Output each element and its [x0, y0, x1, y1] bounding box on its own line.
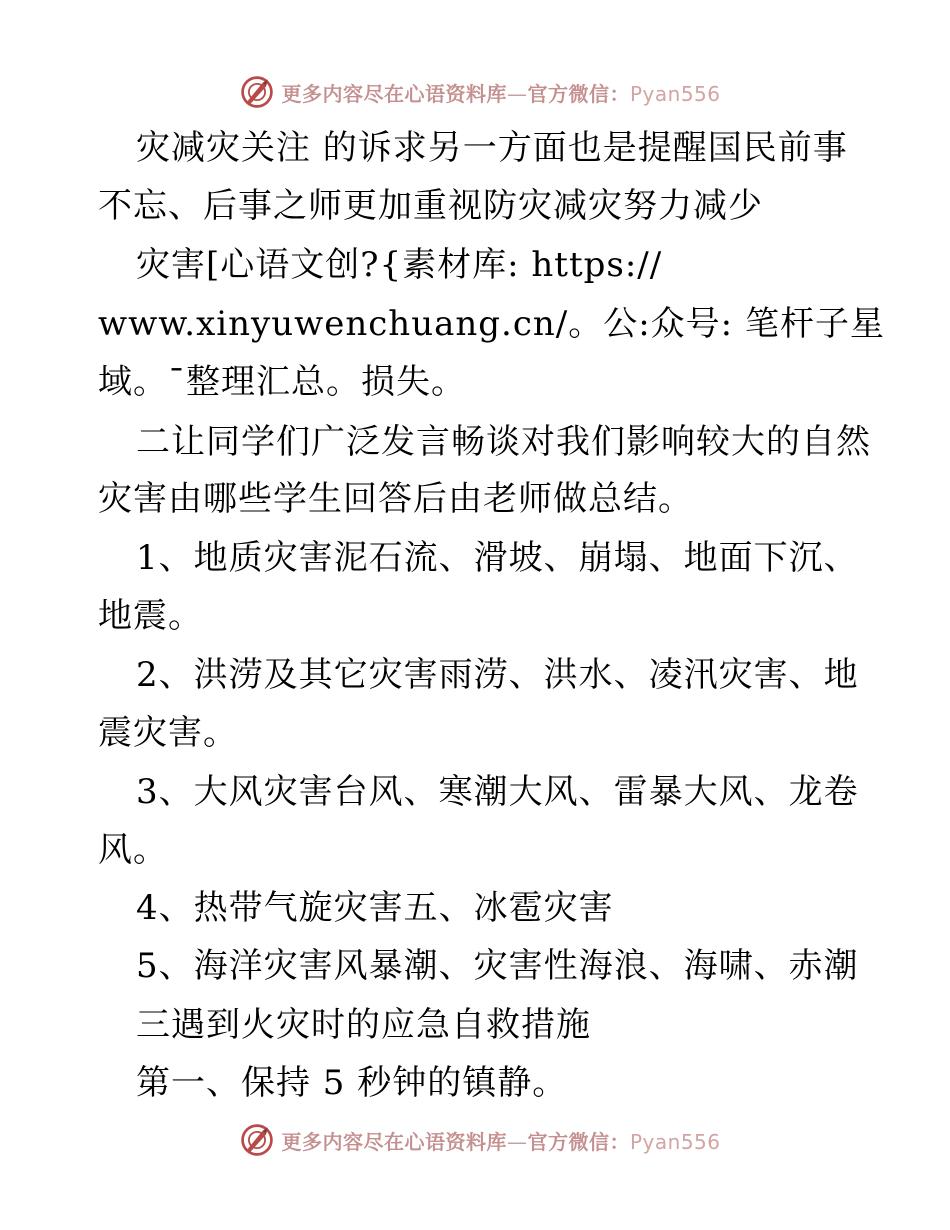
header-banner-wechat-id: Pyan556	[629, 81, 721, 106]
body-line-7: 灾害由哪些学生回答后由老师做总结。	[98, 479, 693, 519]
footer-banner-official: 官方微信：	[527, 1129, 630, 1154]
header-banner-dash: —	[506, 81, 528, 106]
footer-banner-chinese: 更多内容尽在心语资料库	[281, 1129, 507, 1154]
body-line-17: 第一、保持 5 秒钟的镇静。	[136, 1063, 568, 1103]
footer-banner-text	[281, 1126, 720, 1155]
body-line-14: 4、热带气旋灾害五、冰雹灾害	[136, 888, 614, 928]
body-line-6: 二让同学们广泛发言畅谈对我们影响较大的自然	[136, 422, 871, 462]
footer-banner-wechat-id: Pyan556	[629, 1129, 721, 1154]
body-line-11: 震灾害。	[98, 713, 238, 753]
body-line-4: www.xinyuwenchuang.cn/。公:众号: 笔杆子星	[98, 304, 885, 344]
body-line-16: 三遇到火灾时的应急自救措施	[136, 1005, 591, 1045]
body-line-15: 5、海洋灾害风暴潮、灾害性海浪、海啸、赤潮	[136, 946, 859, 986]
body-line-9: 地震。	[98, 596, 203, 636]
body-line-12: 3、大风灾害台风、寒潮大风、雷暴大风、龙卷	[136, 772, 859, 812]
body-line-1: 灾减灾关注 的诉求另一方面也是提醒国民前事	[136, 128, 848, 168]
footer-banner	[0, 1118, 950, 1162]
body-line-5: 域。¯整理汇总。损失。	[98, 362, 466, 402]
body-line-2: 不忘、后事之师更加重视防灾减灾努力减少	[98, 186, 763, 226]
body-line-10: 2、洪涝及其它灾害雨涝、洪水、凌汛灾害、地	[136, 655, 859, 695]
header-banner-chinese: 更多内容尽在心语资料库	[281, 81, 507, 106]
body-line-8: 1、地质灾害泥石流、滑坡、崩塌、地面下沉、	[136, 538, 859, 578]
footer-banner-dash: —	[506, 1129, 528, 1154]
header-banner-official: 官方微信：	[527, 81, 630, 106]
brand-logo-icon	[239, 1122, 275, 1158]
footer-banner-content	[239, 1122, 720, 1158]
body-line-13: 风。	[98, 830, 168, 870]
body-line-3: 灾害[心语文创?{素材库: https://	[136, 245, 663, 285]
